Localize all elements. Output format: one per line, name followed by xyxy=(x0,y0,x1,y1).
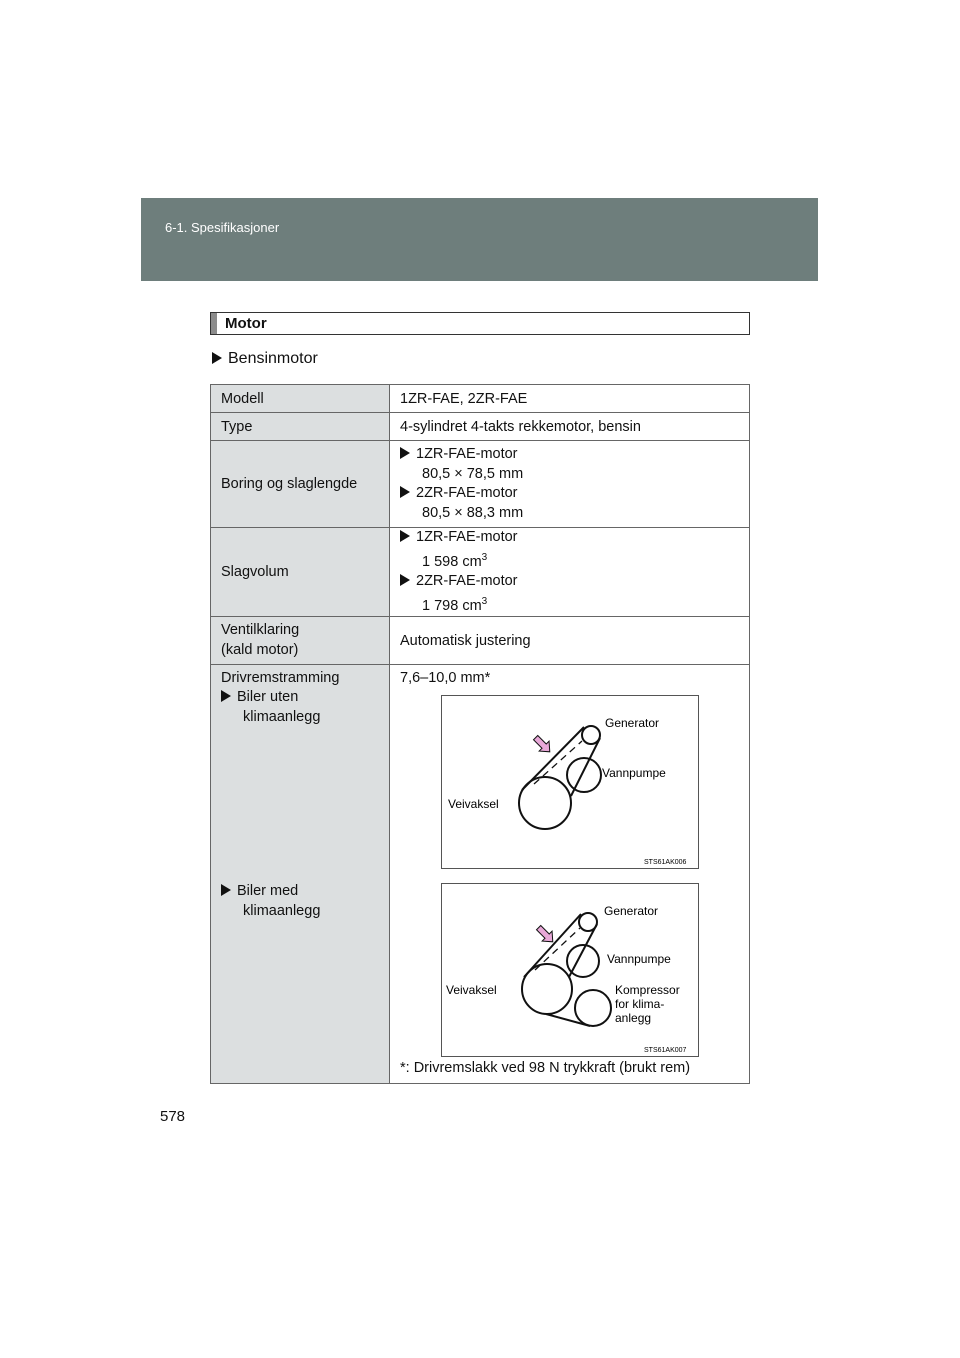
table-row-model xyxy=(211,385,750,413)
generator-label: Generator xyxy=(604,904,659,918)
bore-engine1: 1ZR-FAE-motor xyxy=(416,446,518,462)
table-row-displacement xyxy=(211,528,750,617)
displacement-value1: 1 598 cm xyxy=(422,553,482,570)
table-row-type xyxy=(211,413,750,441)
model-value: 1ZR-FAE, 2ZR-FAE xyxy=(390,385,750,413)
section-title: Motor xyxy=(225,315,267,332)
unit-superscript: 3 xyxy=(481,595,488,607)
belt-case2 xyxy=(221,882,320,921)
arrow-marker-icon xyxy=(531,733,555,757)
subheading xyxy=(212,350,318,368)
diagram-code: STS61AK007 xyxy=(644,1047,687,1054)
compressor-label-line3: anlegg xyxy=(615,1011,652,1025)
bore-value xyxy=(390,441,750,528)
section-breadcrumb: 6-1. Spesifikasjoner xyxy=(165,220,280,235)
bore-value2: 80,5 × 88,3 mm xyxy=(422,504,524,521)
model-label: Modell xyxy=(211,385,390,413)
valve-label-line2: (kald motor) xyxy=(221,641,299,658)
compressor-pulley xyxy=(575,990,611,1026)
bore-label: Boring og slaglengde xyxy=(211,441,390,528)
type-label: Type xyxy=(211,413,390,441)
triangle-bullet-icon xyxy=(400,486,410,498)
diagram-code: STS61AK006 xyxy=(644,859,687,866)
belt-label: Drivremstramming xyxy=(221,670,340,686)
type-value: 4-sylindret 4-takts rekkemotor, bensin xyxy=(390,413,750,441)
belt-case1 xyxy=(221,688,320,727)
header-band xyxy=(141,198,818,281)
belt-case2-line1: Biler med xyxy=(237,883,299,899)
belt-diagram-no-ac xyxy=(441,695,699,869)
displacement-label: Slagvolum xyxy=(211,528,390,617)
belt-label-cell xyxy=(211,665,390,1084)
valve-label xyxy=(211,617,390,665)
belt-value-cell xyxy=(390,665,750,1084)
belt-case1-line2: klimaanlegg xyxy=(243,708,321,725)
bore-value1: 80,5 × 78,5 mm xyxy=(422,465,524,482)
displacement-engine2: 2ZR-FAE-motor xyxy=(416,573,518,589)
valve-value: Automatisk justering xyxy=(390,617,750,665)
displacement-engine1: 1ZR-FAE-motor xyxy=(416,529,518,545)
bore-engine2: 2ZR-FAE-motor xyxy=(416,485,518,501)
displacement-value2: 1 798 cm xyxy=(422,597,482,614)
triangle-bullet-icon xyxy=(221,690,231,702)
triangle-bullet-icon xyxy=(221,884,231,896)
belt-value: 7,6–10,0 mm* xyxy=(400,670,491,686)
belt-footnote: *: Drivremslakk ved 98 N trykkraft (brukt rem) xyxy=(400,1060,691,1076)
subheading-text: Bensinmotor xyxy=(228,350,318,367)
crankshaft-label: Veivaksel xyxy=(446,983,497,997)
triangle-bullet-icon xyxy=(400,447,410,459)
table-row-belt xyxy=(211,665,750,1084)
compressor-label-line2: for klima- xyxy=(615,997,665,1011)
belt-case2-line2: klimaanlegg xyxy=(243,902,321,919)
page-number: 578 xyxy=(160,1108,186,1125)
section-title-bar xyxy=(210,312,750,335)
displacement-value xyxy=(390,528,750,617)
water-pump-label: Vannpumpe xyxy=(602,766,666,780)
table-row-bore xyxy=(211,441,750,528)
crankshaft-label: Veivaksel xyxy=(448,797,499,811)
belt-case1-line1: Biler uten xyxy=(237,689,299,705)
triangle-bullet-icon xyxy=(212,352,222,364)
spec-table xyxy=(210,384,750,1084)
title-accent xyxy=(211,313,217,334)
triangle-bullet-icon xyxy=(400,574,410,586)
belt-diagram-with-ac xyxy=(441,883,699,1057)
valve-label-line1: Ventilklaring xyxy=(221,622,300,638)
generator-label: Generator xyxy=(605,716,660,730)
table-row-valve xyxy=(211,617,750,665)
water-pump-label: Vannpumpe xyxy=(607,952,671,966)
unit-superscript: 3 xyxy=(481,551,488,563)
water-pump-pulley xyxy=(567,758,601,792)
triangle-bullet-icon xyxy=(400,530,410,542)
compressor-label-line1: Kompressor xyxy=(615,983,680,997)
